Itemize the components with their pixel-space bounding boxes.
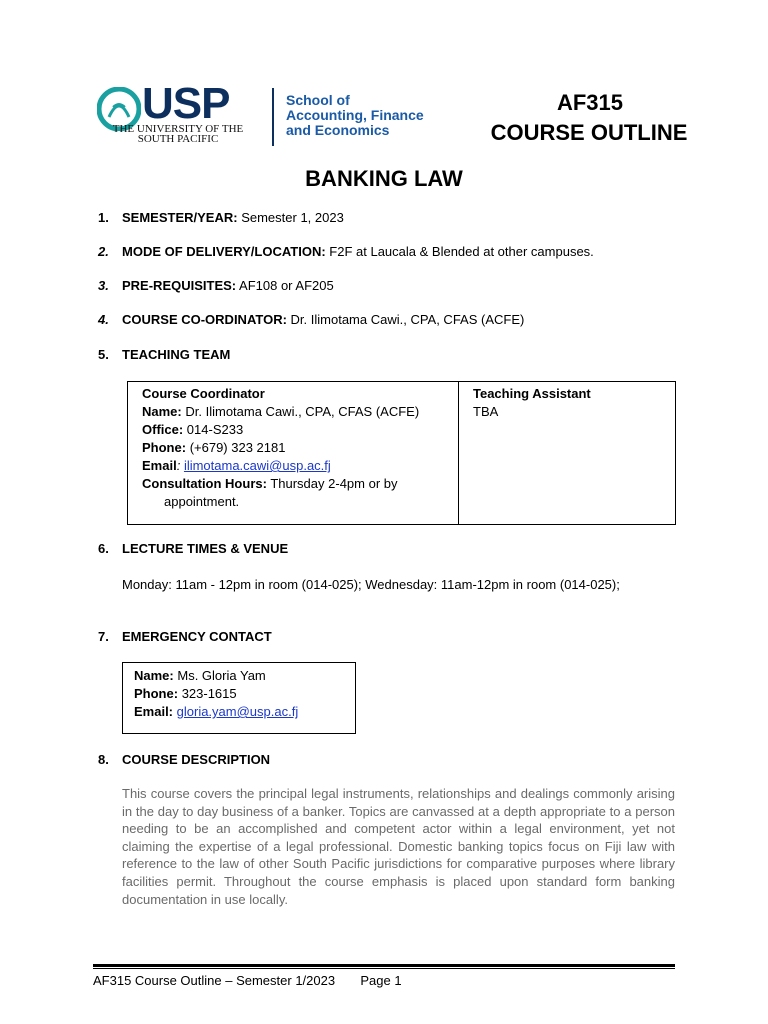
logo-divider bbox=[272, 88, 274, 146]
consultation-hours-cont: appointment. bbox=[164, 494, 240, 509]
table-divider bbox=[458, 382, 459, 524]
teaching-team-heading: TEACHING TEAM bbox=[122, 347, 231, 362]
footer bbox=[93, 973, 402, 988]
section-number: 3. bbox=[98, 278, 109, 293]
coordinator-heading: Course Coordinator bbox=[142, 386, 265, 401]
pre-requisites: PRE-REQUISITES: AF108 or AF205 bbox=[122, 278, 334, 293]
coordinator-name: Name: Dr. Ilimotama Cawi., CPA, CFAS (ACFE) bbox=[142, 404, 420, 419]
section-number: 1. bbox=[98, 210, 109, 225]
document-type: COURSE OUTLINE bbox=[490, 120, 688, 145]
description-heading: COURSE DESCRIPTION bbox=[122, 752, 271, 767]
course-code: AF315 bbox=[556, 90, 624, 115]
section-number: 4. bbox=[98, 312, 109, 327]
assistant-cell bbox=[473, 385, 591, 421]
course-coordinator: COURSE CO-ORDINATOR: Dr. Ilimotama Cawi., CPA, CFAS (ACFE) bbox=[122, 312, 525, 327]
emergency-contact-box bbox=[122, 662, 356, 734]
semester-year: SEMESTER/YEAR: Semester 1, 2023 bbox=[122, 210, 344, 225]
emergency-heading: EMERGENCY CONTACT bbox=[122, 629, 272, 644]
mode-of-delivery: MODE OF DELIVERY/LOCATION: F2F at Laucala & Blended at other campuses. bbox=[122, 244, 594, 259]
course-description: This course covers the principal legal instruments, relationships and dealings commonly arising in the day to day business of a banker. Topics are canvassed at a depth appropriate to a person needing to be an accomplished and competent actor within a legal environment, yet not claiming the expertise of a legal professional. Domestic banking topics focus on Fiji law with reference to the law of other South Pacific jurisdictions for comparative purposes where library facilities permit. Throughout the course emphasis is placed upon standard form banking documentation in use locally. bbox=[122, 786, 675, 907]
emergency-email: Email: gloria.yam@usp.ac.fj bbox=[134, 704, 299, 719]
coordinator-office: Office: 014-S233 bbox=[142, 422, 244, 437]
footer-title: AF315 Course Outline – Semester 1/2023 bbox=[93, 973, 336, 988]
section-number: 7. bbox=[98, 629, 109, 644]
consultation-hours: Consultation Hours: Thursday 2-4pm or by bbox=[142, 476, 398, 491]
section-number: 2. bbox=[98, 244, 109, 259]
section-number: 6. bbox=[98, 541, 109, 556]
section-number: 8. bbox=[98, 752, 109, 767]
assistant-heading: Teaching Assistant bbox=[473, 386, 591, 401]
coordinator-cell bbox=[142, 385, 419, 511]
assistant-value: TBA bbox=[473, 404, 499, 419]
emergency-phone: Phone: 323-1615 bbox=[134, 686, 237, 701]
emergency-name: Name: Ms. Gloria Yam bbox=[134, 668, 266, 683]
footer-rule bbox=[93, 964, 675, 967]
section-number: 5. bbox=[98, 347, 109, 362]
usp-logo-text: USP bbox=[142, 79, 230, 128]
school-name: School of Accounting, Finance and Economics bbox=[286, 92, 424, 138]
lecture-times: Monday: 11am - 12pm in room (014-025); Wednesday: 11am-12pm in room (014-025); bbox=[122, 577, 620, 592]
course-title: BANKING LAW bbox=[305, 166, 463, 191]
footer-rule-thin bbox=[93, 968, 675, 969]
page-number: Page 1 bbox=[360, 973, 402, 988]
coordinator-email-link[interactable]: ilimotama.cawi@usp.ac.fj bbox=[183, 458, 331, 473]
coordinator-email: Email: ilimotama.cawi@usp.ac.fj bbox=[142, 458, 331, 473]
lecture-heading: LECTURE TIMES & VENUE bbox=[122, 541, 289, 556]
university-name: THE UNIVERSITY OF THE SOUTH PACIFIC bbox=[112, 123, 244, 145]
emergency-email-link[interactable]: gloria.yam@usp.ac.fj bbox=[176, 704, 299, 719]
coordinator-phone: Phone: (+679) 323 2181 bbox=[142, 440, 286, 455]
teaching-team-table bbox=[127, 381, 676, 525]
